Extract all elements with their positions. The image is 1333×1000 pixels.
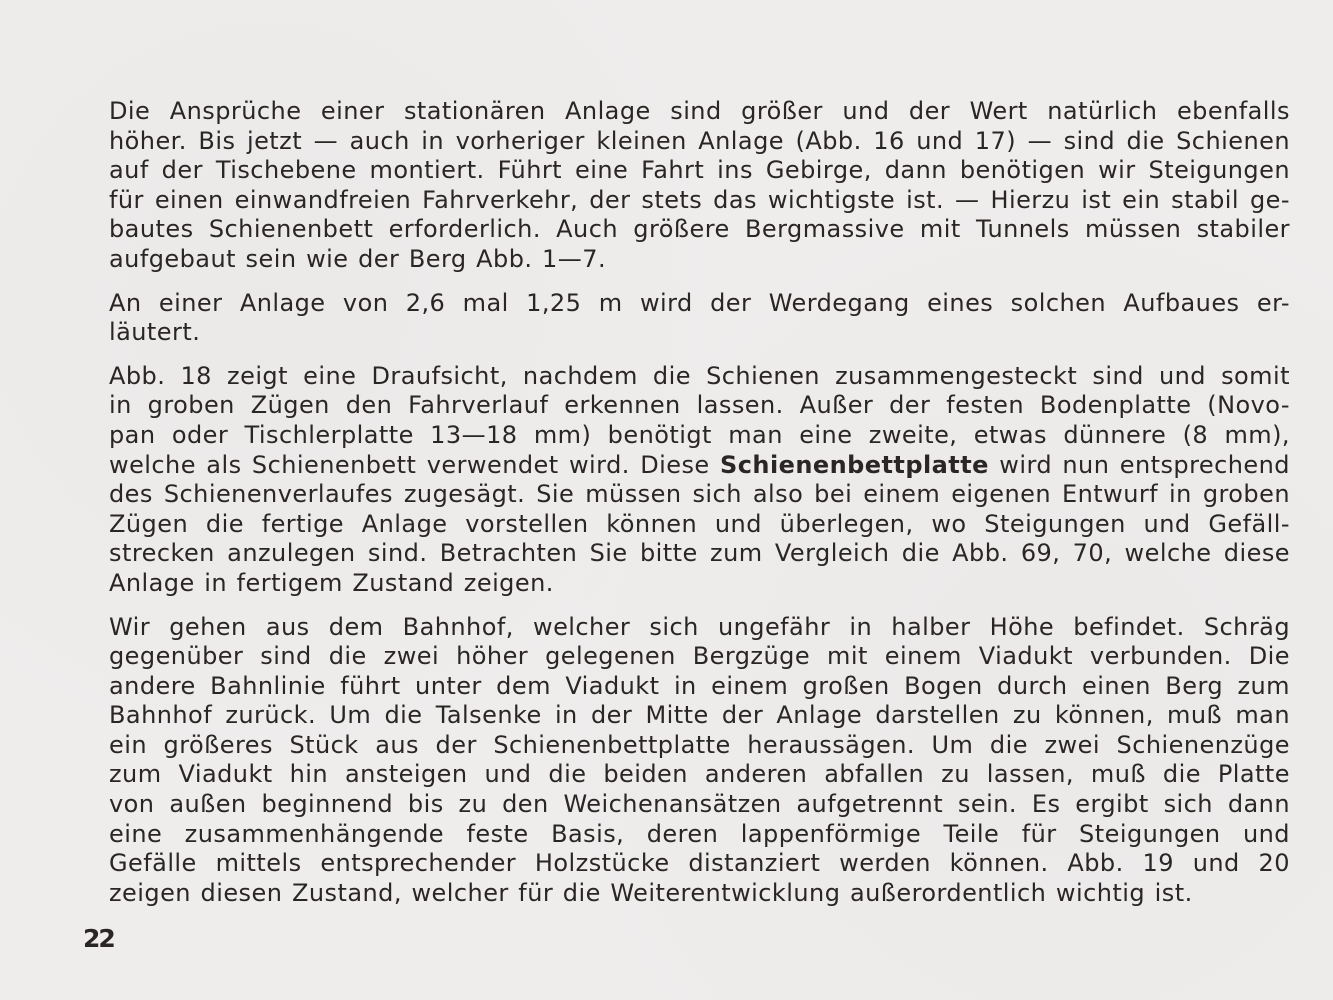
text-line: zeigen diesen Zustand, welcher für die Weiterentwicklung außerordentlich wichtig ist. [109, 878, 1193, 907]
paragraph-4 [82, 613, 1290, 909]
text-line: höher. Bis jetzt — auch in vorheriger kleinen Anlage (Abb. 16 und 17) — sind die Schienen [109, 126, 1290, 155]
text-line: von außen beginnend bis zu den Weichenansätzen aufgetrennt sein. Es ergibt sich dann [109, 790, 1290, 819]
text-line: für einen einwandfreien Fahrverkehr, der stets das wichtigste ist. — Hierzu ist ein stabil ge- [109, 185, 1290, 214]
text-line: pan oder Tischlerplatte 13—18 mm) benötigt man eine zweite, etwas dünnere (8 mm), [109, 420, 1290, 449]
text-line: eine zusammenhängende feste Basis, deren lappenförmige Teile für Steigungen und [109, 819, 1290, 848]
text-line-with-bold [82, 451, 1290, 481]
text-segment: wird nun entsprechend [999, 450, 1290, 479]
text-segment: welche als Schienenbett verwendet wird. Diese [109, 450, 710, 479]
text-line: in groben Zügen den Fahrverlauf erkennen lassen. Außer der festen Bodenplatte (Novo- [109, 391, 1290, 420]
paragraph-1 [82, 97, 1290, 275]
body-text [82, 97, 1290, 922]
text-line: andere Bahnlinie führt unter dem Viadukt in einem großen Bogen durch einen Berg zum [109, 671, 1290, 700]
text-line: Gefälle mittels entsprechender Holzstücke distanziert werden können. Abb. 19 und 20 [109, 849, 1290, 878]
text-line: Die Ansprüche einer stationären Anlage sind größer und der Wert natürlich ebenfalls [109, 97, 1290, 125]
text-line: gegenüber sind die zwei höher gelegenen Bergzüge mit einem Viadukt verbunden. Die [109, 642, 1290, 671]
text-line: aufgebaut sein wie der Berg Abb. 1—7. [109, 244, 607, 273]
paragraph-2 [82, 289, 1290, 348]
text-line: läutert. [109, 318, 201, 347]
text-line: strecken anzulegen sind. Betrachten Sie bitte zum Vergleich die Abb. 69, 70, welche diese [109, 539, 1290, 568]
text-line: Bahnhof zurück. Um die Talsenke in der Mitte der Anlage darstellen zu können, muß man [109, 701, 1290, 730]
text-line: Wir gehen aus dem Bahnhof, welcher sich ungefähr in halber Höhe befindet. Schräg [109, 612, 1290, 641]
text-line: zum Viadukt hin ansteigen und die beiden anderen abfallen zu lassen, muß die Platte [109, 760, 1290, 789]
text-line: auf der Tischebene montiert. Führt eine Fahrt ins Gebirge, dann benötigen wir Steigungen [109, 156, 1290, 185]
text-line: An einer Anlage von 2,6 mal 1,25 m wird der Werdegang eines solchen Aufbaues er- [109, 288, 1290, 317]
text-line: ein größeres Stück aus der Schienenbettplatte heraussägen. Um die zwei Schienenzüge [109, 730, 1290, 759]
text-line: Zügen die fertige Anlage vorstellen können und überlegen, wo Steigungen und Gefäll- [109, 509, 1290, 538]
text-line: bautes Schienenbett erforderlich. Auch größere Bergmassive mit Tunnels müssen stabiler [109, 215, 1290, 244]
bold-term: Schienenbettplatte [720, 450, 989, 479]
page-number: 22 [83, 924, 114, 953]
text-line: des Schienenverlaufes zugesägt. Sie müssen sich also bei einem eigenen Entwurf in groben [109, 480, 1290, 509]
text-line: Anlage in fertigem Zustand zeigen. [109, 568, 554, 597]
text-line: Abb. 18 zeigt eine Draufsicht, nachdem die Schienen zusammengesteckt sind und somit [109, 361, 1290, 390]
paragraph-3 [82, 362, 1290, 599]
